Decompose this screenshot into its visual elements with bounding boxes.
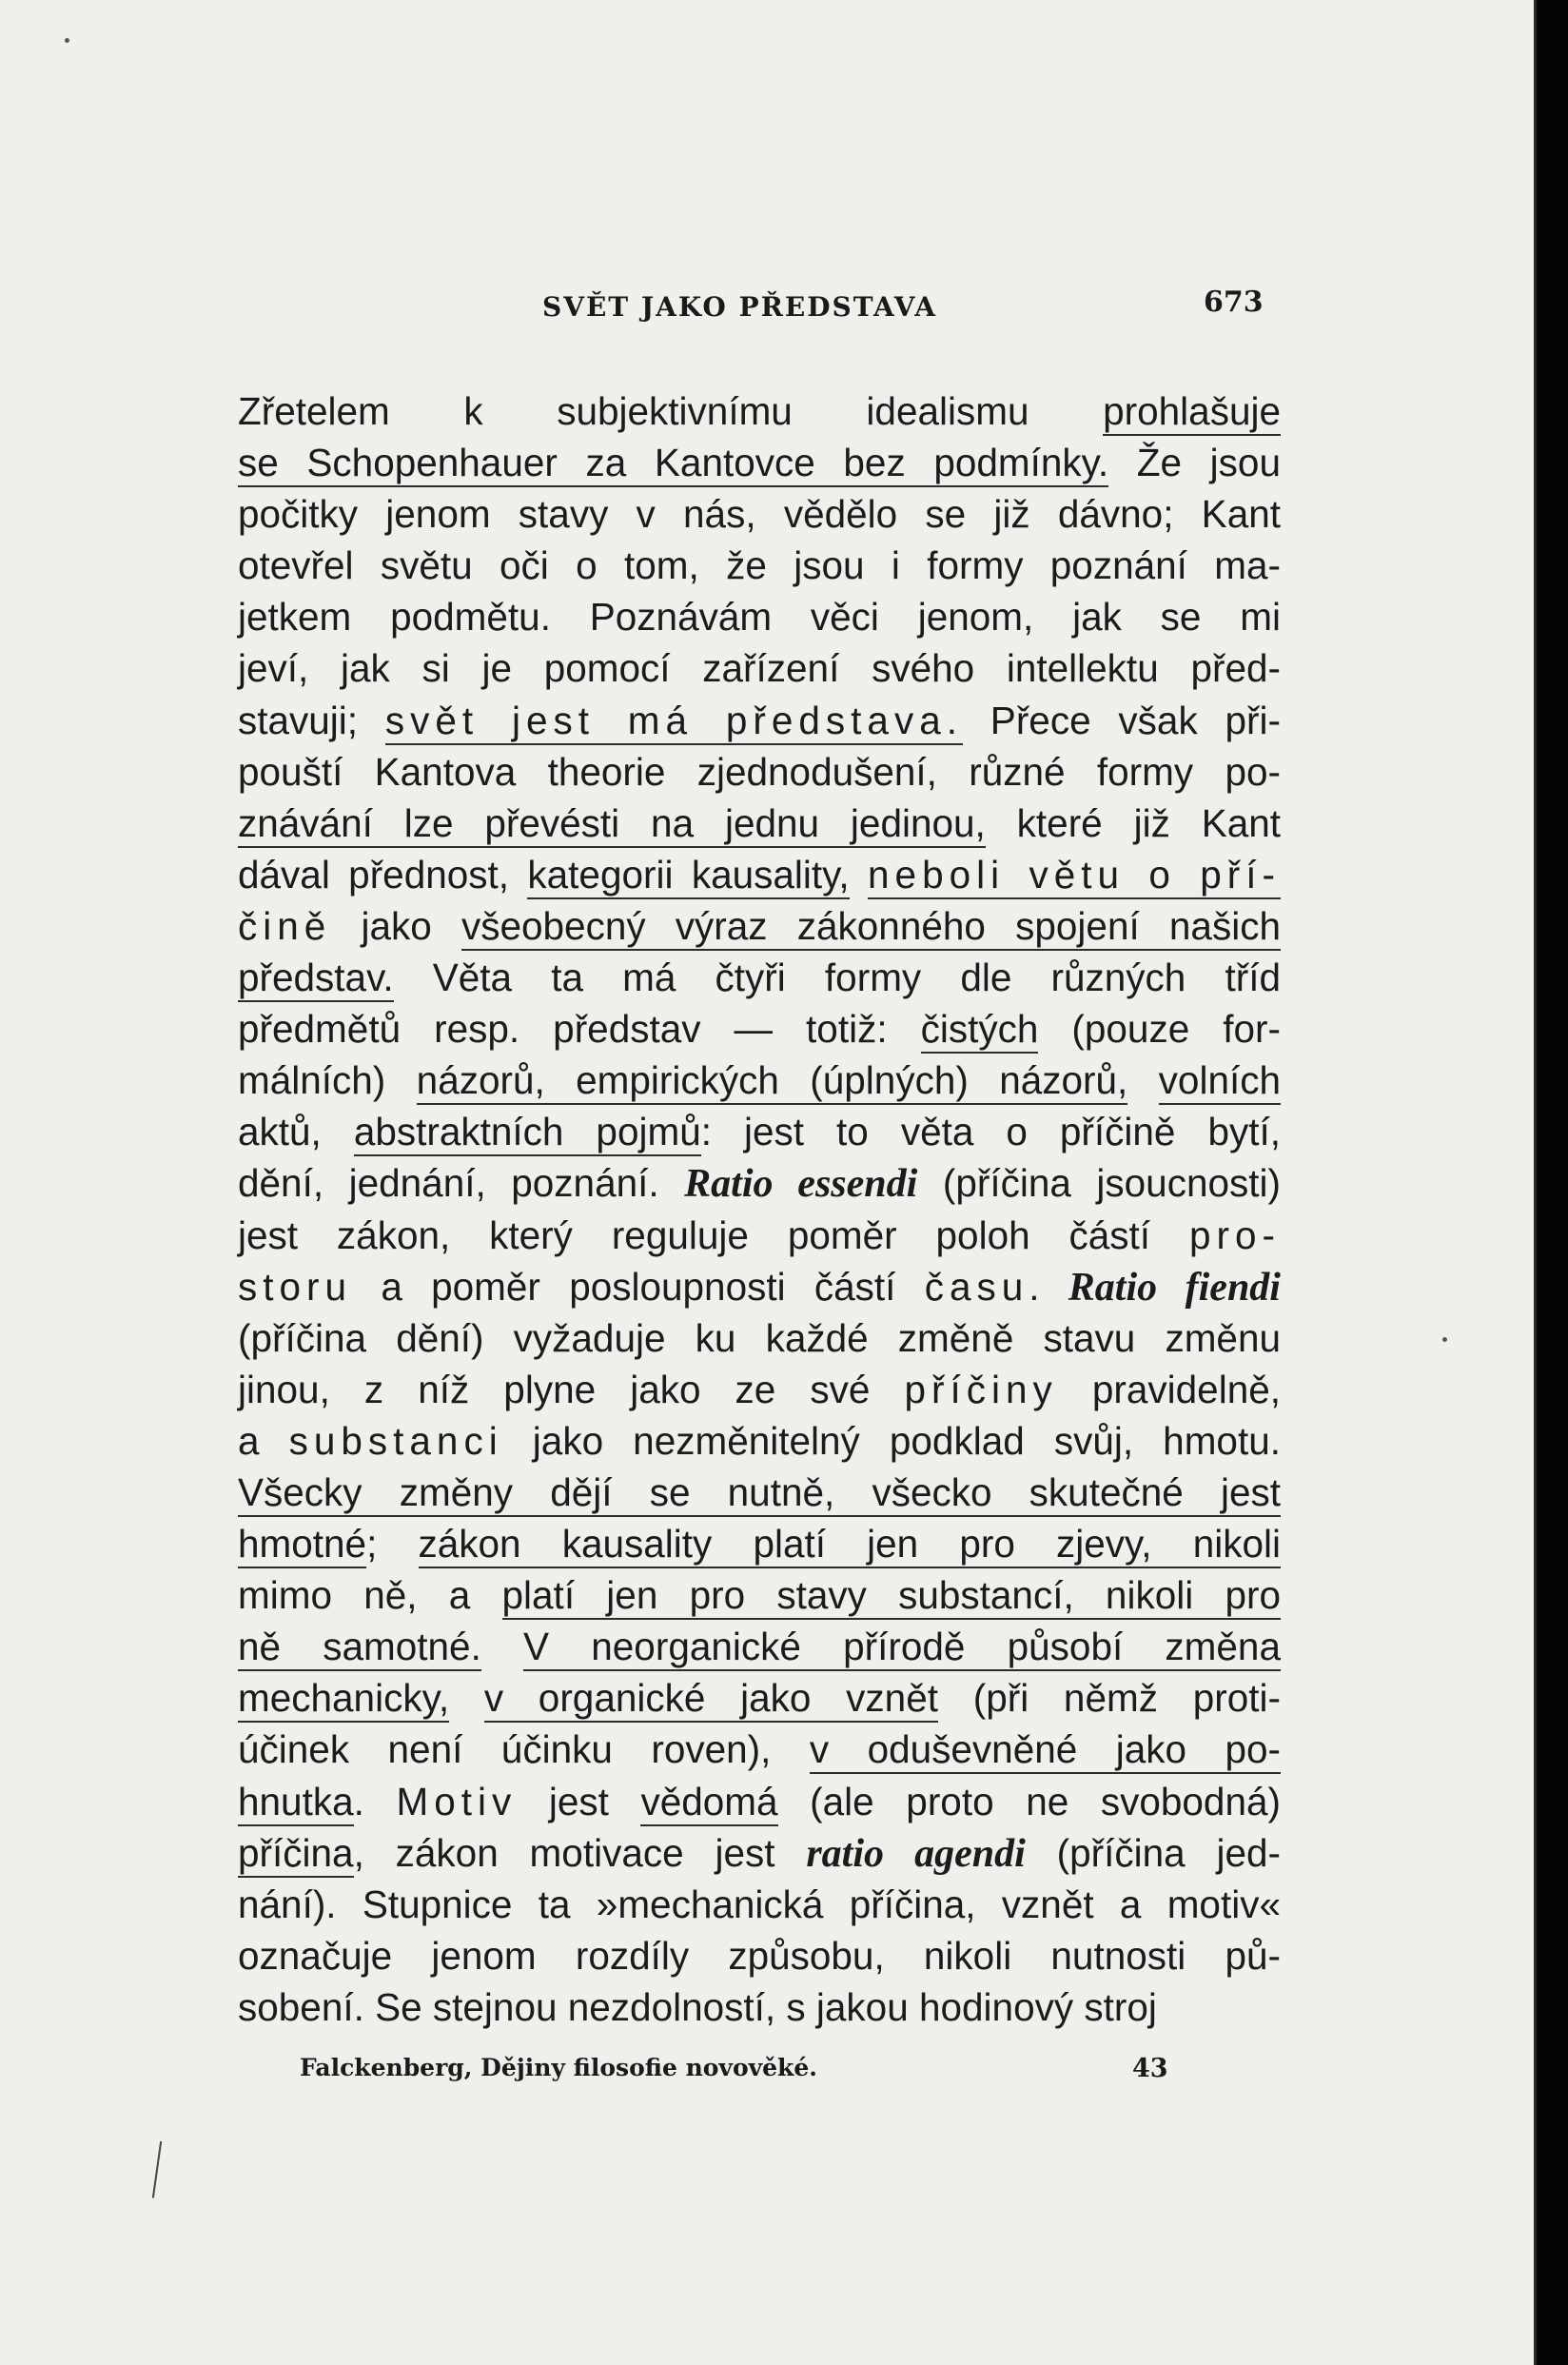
text-segment: dění, jednání, poznání. bbox=[238, 1161, 685, 1206]
text-segment: , zákon motivace jest bbox=[353, 1830, 807, 1875]
underlined-phrase: svět jest má představa. bbox=[385, 699, 963, 745]
text-segment: jetkem podmětu. Poznávám věci jenom, jak se mi bbox=[238, 595, 1281, 640]
text-line bbox=[238, 437, 1281, 488]
text-line bbox=[238, 952, 1281, 1003]
underlined-phrase: zákon kausality platí jen pro zjevy, nikoli bbox=[419, 1522, 1281, 1568]
underlined-phrase: kategorii kausality, bbox=[527, 853, 849, 899]
underlined-phrase: Všecky změny dějí se nutně, všecko skutečné jest bbox=[238, 1470, 1281, 1517]
text-segment: (příčina dění) vyžaduje ku každé změně stavu změnu bbox=[238, 1315, 1281, 1360]
underlined-phrase: znávání lze převésti na jednu jedinou, bbox=[238, 801, 986, 848]
text-segment: ; bbox=[366, 1522, 419, 1567]
paper-speck bbox=[1442, 1337, 1447, 1342]
text-segment: pravidelně, bbox=[1057, 1367, 1281, 1411]
underlined-phrase: hmotné bbox=[238, 1522, 366, 1568]
text-line bbox=[238, 1724, 1281, 1775]
text-segment: jako nezměnitelný podklad svůj, hmotu. bbox=[502, 1418, 1281, 1463]
spaced-term: storu bbox=[238, 1264, 353, 1309]
text-line bbox=[238, 1106, 1281, 1157]
text-segment: předmětů resp. představ — totiž: bbox=[238, 1007, 921, 1052]
text-line bbox=[238, 1003, 1281, 1054]
underlined-phrase: všeobecný výraz zákonného spojení našich bbox=[461, 904, 1281, 951]
text-segment: pouští Kantova theorie zjednodušení, různé formy po- bbox=[238, 749, 1281, 794]
text-segment: Že jsou bbox=[1108, 441, 1281, 485]
underlined-phrase: neboli větu o pří- bbox=[868, 853, 1281, 899]
underlined-phrase: čistých bbox=[921, 1007, 1039, 1054]
underlined-phrase: abstraktních pojmů bbox=[354, 1110, 701, 1156]
underlined-phrase: ně samotné. bbox=[238, 1625, 481, 1671]
spaced-term: čině bbox=[238, 903, 332, 948]
spaced-term: Motiv bbox=[396, 1779, 518, 1823]
underlined-phrase: mechanicky, bbox=[238, 1676, 449, 1723]
text-segment: dával přednost, bbox=[238, 852, 528, 897]
underlined-phrase: v organické jako vznět bbox=[484, 1676, 938, 1723]
footer-source: Falckenberg, Dějiny filosofie novověké. bbox=[300, 2054, 817, 2081]
text-line bbox=[238, 1364, 1281, 1415]
underlined-phrase: v oduševněné jako po- bbox=[810, 1727, 1281, 1774]
text-line bbox=[238, 1210, 1281, 1261]
text-segment: stavuji; bbox=[238, 698, 385, 742]
text-segment: jest bbox=[517, 1779, 641, 1823]
text-segment: málních) bbox=[238, 1058, 417, 1103]
text-line bbox=[238, 1467, 1281, 1518]
text-segment: označuje jenom rozdíly způsobu, nikoli nutnosti pů- bbox=[238, 1933, 1281, 1978]
italic-term: Ratio fiendi bbox=[1068, 1265, 1281, 1310]
text-line bbox=[238, 1981, 1281, 2033]
text-segment: počitky jenom stavy v nás, vědělo se již dávno; Kant bbox=[238, 492, 1281, 537]
underlined-phrase: vědomá bbox=[640, 1780, 777, 1826]
text-line bbox=[238, 1930, 1281, 1981]
text-segment: (ale proto ne svobodná) bbox=[777, 1779, 1281, 1823]
text-line bbox=[238, 1157, 1281, 1209]
text-line bbox=[238, 1672, 1281, 1724]
text-line bbox=[238, 849, 1281, 900]
text-segment: a bbox=[238, 1418, 289, 1463]
text-line bbox=[238, 1827, 1281, 1879]
text-segment: (pouze for- bbox=[1038, 1007, 1281, 1052]
underlined-phrase: V neorganické přírodě působí změna bbox=[523, 1625, 1281, 1671]
text-segment: jeví, jak si je pomocí zařízení svého intellektu před- bbox=[238, 646, 1281, 691]
text-line bbox=[238, 642, 1281, 694]
underlined-phrase: se Schopenhauer za Kantovce bez podmínky. bbox=[238, 441, 1108, 487]
text-segment: Přece však při- bbox=[963, 698, 1282, 742]
text-segment: aktů, bbox=[238, 1110, 354, 1154]
underlined-phrase: prohlašuje bbox=[1103, 389, 1281, 436]
text-segment bbox=[449, 1676, 484, 1720]
text-line bbox=[238, 746, 1281, 798]
sheet-signature: 43 bbox=[1132, 2054, 1168, 2083]
running-title: SVĚT JAKO PŘEDSTAVA bbox=[542, 291, 938, 323]
text-line bbox=[238, 1776, 1281, 1827]
underlined-phrase: představ. bbox=[238, 956, 394, 1002]
text-line bbox=[238, 1261, 1281, 1312]
italic-term: Ratio essendi bbox=[684, 1162, 918, 1207]
paper-speck bbox=[65, 38, 69, 43]
underlined-phrase: hnutka bbox=[238, 1780, 354, 1826]
underlined-phrase: volních bbox=[1159, 1058, 1281, 1105]
text-segment: sobení. Se stejnou nezdolností, s jakou hodinový stroj bbox=[238, 1984, 1157, 2029]
spaced-term: příčiny bbox=[904, 1367, 1058, 1411]
text-segment: . bbox=[353, 1779, 397, 1823]
text-line bbox=[238, 1518, 1281, 1569]
text-segment: Zřetelem k subjektivnímu idealismu bbox=[238, 389, 1104, 433]
text-segment: (příčina jsoucnosti) bbox=[917, 1161, 1281, 1206]
text-segment bbox=[481, 1625, 523, 1668]
text-line bbox=[238, 385, 1281, 437]
text-segment: účinek není účinku roven), bbox=[238, 1727, 810, 1772]
text-segment: otevřel světu oči o tom, že jsou i formy poznání ma- bbox=[238, 543, 1281, 588]
text-segment: jest zákon, který reguluje poměr poloh částí bbox=[238, 1212, 1189, 1257]
text-line bbox=[238, 591, 1281, 642]
text-segment bbox=[1127, 1058, 1158, 1102]
text-segment: Věta ta má čtyři formy dle různých tříd bbox=[393, 956, 1281, 1000]
text-line bbox=[238, 488, 1281, 540]
text-segment: . bbox=[1029, 1264, 1068, 1309]
page-header bbox=[0, 284, 1534, 331]
text-line bbox=[238, 695, 1281, 746]
text-line bbox=[238, 1621, 1281, 1672]
margin-pencil-mark bbox=[152, 2141, 166, 2198]
body-text bbox=[238, 385, 1281, 2033]
text-line bbox=[238, 1569, 1281, 1621]
text-segment: jako bbox=[331, 903, 461, 948]
text-line bbox=[238, 1054, 1281, 1106]
underlined-phrase: názorů, empirických (úplných) názorů, bbox=[417, 1058, 1128, 1105]
text-segment: : jest to věta o příčině bytí, bbox=[700, 1110, 1281, 1154]
text-line bbox=[238, 798, 1281, 849]
text-segment: (příčina jed- bbox=[1025, 1830, 1281, 1875]
text-segment: mimo ně, a bbox=[238, 1573, 502, 1618]
spaced-term: substanci bbox=[288, 1418, 503, 1463]
text-line bbox=[238, 900, 1281, 952]
scan-edge bbox=[1537, 0, 1568, 2365]
text-segment: a poměr posloupnosti částí bbox=[352, 1264, 925, 1309]
spaced-term: času bbox=[924, 1264, 1029, 1309]
page-number: 673 bbox=[1204, 286, 1264, 319]
text-segment: jinou, z níž plyne jako ze své bbox=[238, 1367, 905, 1411]
underlined-phrase: příčina bbox=[238, 1831, 354, 1878]
text-segment: nání). Stupnice ta »mechanická příčina, vznět a motiv« bbox=[238, 1882, 1281, 1926]
spaced-term: pro- bbox=[1188, 1212, 1281, 1257]
text-line bbox=[238, 1415, 1281, 1467]
text-segment: (při němž proti- bbox=[937, 1676, 1281, 1721]
text-line bbox=[238, 540, 1281, 591]
text-segment bbox=[850, 853, 868, 897]
italic-term: ratio agendi bbox=[806, 1831, 1026, 1876]
page-footer bbox=[0, 2054, 1534, 2092]
text-segment: které již Kant bbox=[985, 800, 1282, 845]
text-line bbox=[238, 1879, 1281, 1930]
underlined-phrase: platí jen pro stavy substancí, nikoli pro bbox=[502, 1573, 1281, 1620]
text-line bbox=[238, 1312, 1281, 1364]
